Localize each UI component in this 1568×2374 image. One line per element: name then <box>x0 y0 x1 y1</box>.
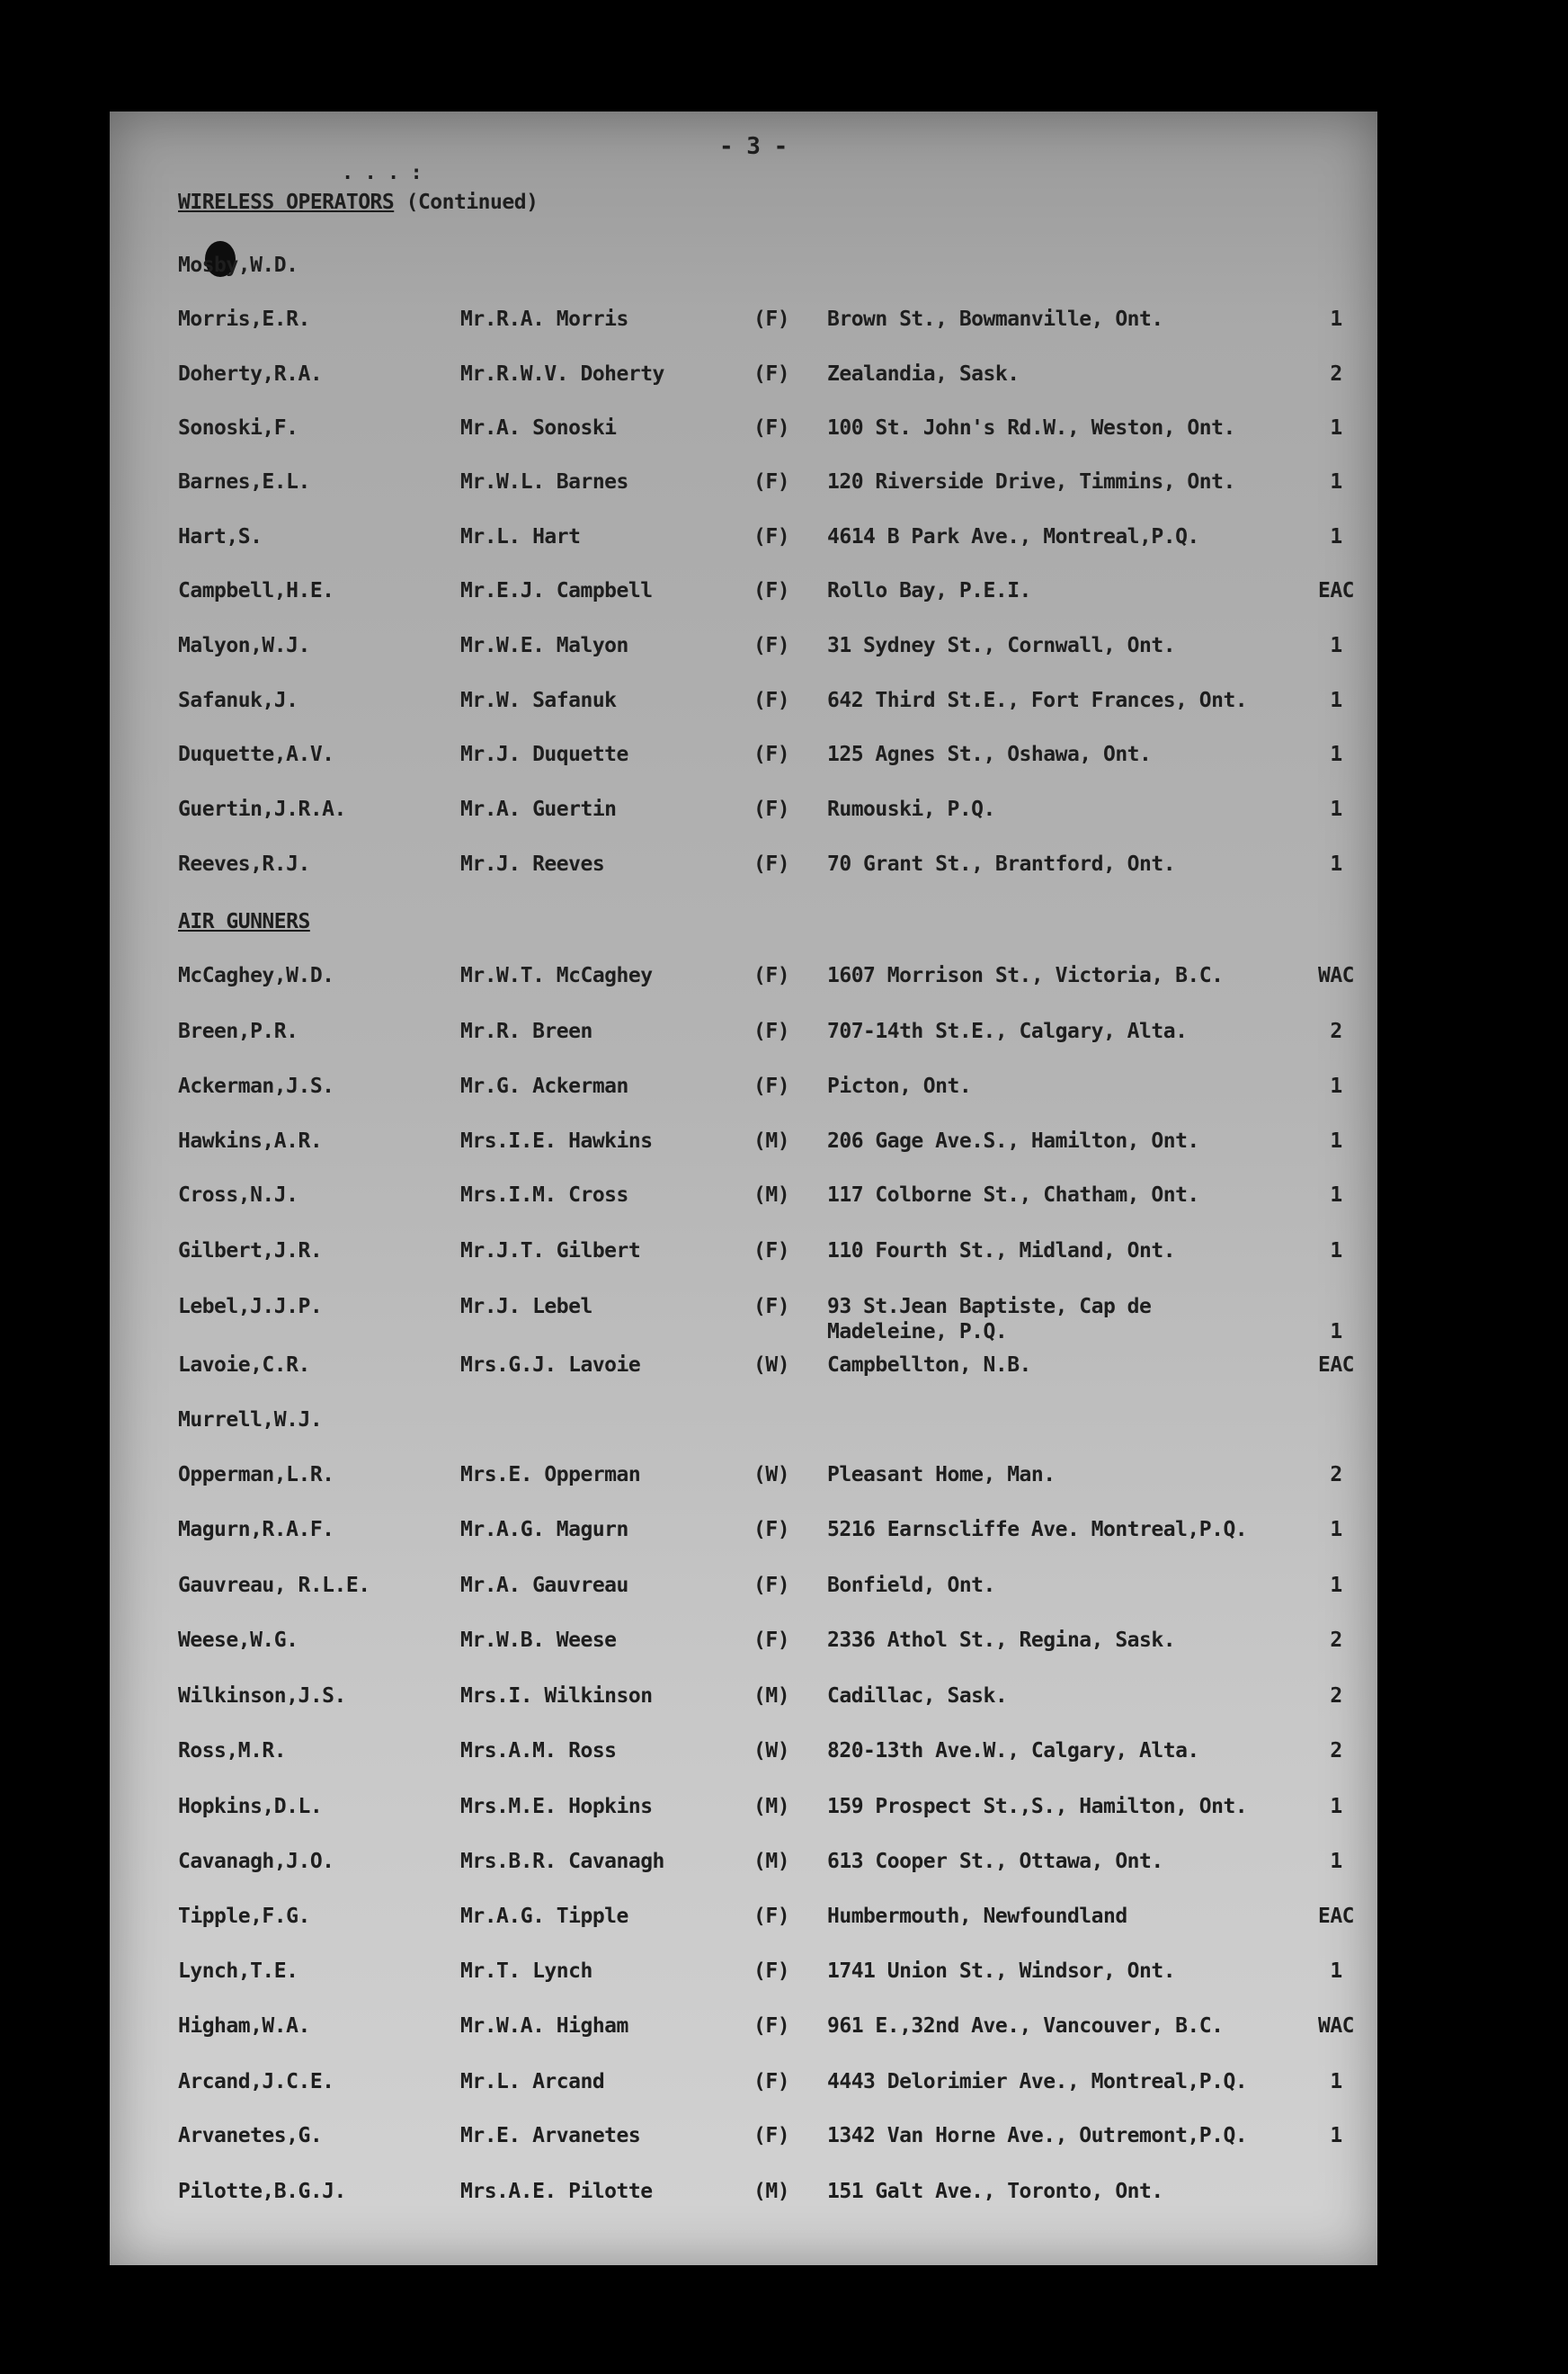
status-code: 1 <box>1330 1320 1342 1343</box>
relationship: (F) <box>753 1629 790 1652</box>
airman-name: Wilkinson,J.S. <box>178 1684 346 1708</box>
relationship: (F) <box>753 1295 790 1318</box>
status-code: 1 <box>1330 743 1342 766</box>
list-item <box>178 416 1365 452</box>
list-item <box>178 2070 1365 2106</box>
next-of-kin: Mr.G. Ackerman <box>460 1075 628 1098</box>
relationship: (M) <box>753 1850 790 1873</box>
list-item <box>178 1295 1365 1343</box>
status-code: EAC <box>1317 1905 1355 1928</box>
address: 159 Prospect St.,S., Hamilton, Ont. <box>827 1795 1248 1818</box>
relationship: (F) <box>753 1574 790 1597</box>
status-code: 1 <box>1330 416 1342 440</box>
airman-name: Mosby,W.D. <box>178 254 298 277</box>
list-item <box>178 2180 1365 2216</box>
next-of-kin: Mr.A.G. Tipple <box>460 1905 628 1928</box>
address: Cadillac, Sask. <box>827 1684 1008 1708</box>
list-item <box>178 1183 1365 1219</box>
status-code: 2 <box>1330 1463 1342 1486</box>
address: 707-14th St.E., Calgary, Alta. <box>827 1020 1188 1043</box>
address-line-2: Madeleine, P.Q. <box>827 1320 1008 1343</box>
status-code: 1 <box>1330 470 1342 494</box>
airman-name: Duquette,A.V. <box>178 743 334 766</box>
address: 642 Third St.E., Fort Frances, Ont. <box>827 689 1248 712</box>
airman-name: Lebel,J.J.P. <box>178 1295 323 1318</box>
next-of-kin: Mr.W.L. Barnes <box>460 470 628 494</box>
address: 151 Galt Ave., Toronto, Ont. <box>827 2180 1163 2203</box>
next-of-kin: Mr.L. Arcand <box>460 2070 605 2093</box>
next-of-kin: Mr.A.G. Magurn <box>460 1518 628 1541</box>
list-item <box>178 2124 1365 2160</box>
relationship: (M) <box>753 1684 790 1708</box>
status-code: 1 <box>1330 1574 1342 1597</box>
status-code: EAC <box>1317 1353 1355 1377</box>
next-of-kin: Mrs.I.E. Hawkins <box>460 1129 653 1153</box>
next-of-kin: Mrs.A.E. Pilotte <box>460 2180 653 2203</box>
status-code: 1 <box>1330 308 1342 331</box>
airman-name: Opperman,L.R. <box>178 1463 334 1486</box>
relationship: (W) <box>753 1463 790 1486</box>
airman-name: Gauvreau, R.L.E. <box>178 1574 370 1597</box>
section-title: WIRELESS OPERATORS <box>178 191 395 214</box>
list-item <box>178 254 1365 290</box>
relationship: (F) <box>753 1905 790 1928</box>
address: 1741 Union St., Windsor, Ont. <box>827 1959 1176 1983</box>
airman-name: Magurn,R.A.F. <box>178 1518 334 1541</box>
address: 613 Cooper St., Ottawa, Ont. <box>827 1850 1163 1873</box>
list-item <box>178 1408 1365 1444</box>
address: 93 St.Jean Baptiste, Cap de <box>827 1295 1152 1318</box>
status-code: 1 <box>1330 1959 1342 1983</box>
relationship: (F) <box>753 308 790 331</box>
airman-name: Campbell,H.E. <box>178 579 334 602</box>
airman-name: Ackerman,J.S. <box>178 1075 334 1098</box>
address: 206 Gage Ave.S., Hamilton, Ont. <box>827 1129 1199 1153</box>
top-marks: . . . : <box>342 162 423 184</box>
list-item <box>178 1850 1365 1886</box>
next-of-kin: Mr.R.A. Morris <box>460 308 628 331</box>
next-of-kin: Mr.R. Breen <box>460 1020 592 1043</box>
relationship: (F) <box>753 1518 790 1541</box>
list-item <box>178 1075 1365 1111</box>
list-item <box>178 1020 1365 1056</box>
next-of-kin: Mr.A. Guertin <box>460 798 617 821</box>
next-of-kin: Mrs.G.J. Lavoie <box>460 1353 641 1377</box>
status-code: 1 <box>1330 2070 1342 2093</box>
status-code: WAC <box>1317 964 1355 987</box>
next-of-kin: Mr.J. Reeves <box>460 852 605 876</box>
next-of-kin: Mr.W. Safanuk <box>460 689 617 712</box>
address: Bonfield, Ont. <box>827 1574 995 1597</box>
status-code: 1 <box>1330 798 1342 821</box>
address: 120 Riverside Drive, Timmins, Ont. <box>827 470 1235 494</box>
list-item <box>178 689 1365 725</box>
next-of-kin: Mr.R.W.V. Doherty <box>460 362 664 386</box>
relationship: (M) <box>753 1183 790 1207</box>
relationship: (F) <box>753 689 790 712</box>
address: 820-13th Ave.W., Calgary, Alta. <box>827 1739 1199 1763</box>
address: 961 E.,32nd Ave., Vancouver, B.C. <box>827 2014 1224 2038</box>
airman-name: Barnes,E.L. <box>178 470 310 494</box>
address: 70 Grant St., Brantford, Ont. <box>827 852 1176 876</box>
list-item <box>178 525 1365 561</box>
airman-name: Breen,P.R. <box>178 1020 298 1043</box>
status-code: 1 <box>1330 2124 1342 2147</box>
next-of-kin: Mr.W.T. McCaghey <box>460 964 653 987</box>
list-item <box>178 1463 1365 1499</box>
address: 100 St. John's Rd.W., Weston, Ont. <box>827 416 1235 440</box>
list-item <box>178 2014 1365 2050</box>
next-of-kin: Mrs.A.M. Ross <box>460 1739 617 1763</box>
relationship: (M) <box>753 2180 790 2203</box>
list-item <box>178 798 1365 834</box>
list-item <box>178 1129 1365 1165</box>
next-of-kin: Mr.W.E. Malyon <box>460 634 628 657</box>
status-code: WAC <box>1317 2014 1355 2038</box>
list-item <box>178 579 1365 615</box>
list-item <box>178 1239 1365 1275</box>
status-code: 1 <box>1330 852 1342 876</box>
list-item <box>178 308 1365 344</box>
list-item <box>178 1959 1365 1995</box>
next-of-kin: Mrs.B.R. Cavanagh <box>460 1850 664 1873</box>
airman-name: McCaghey,W.D. <box>178 964 334 987</box>
status-code: 2 <box>1330 1020 1342 1043</box>
relationship: (M) <box>753 1795 790 1818</box>
address: Pleasant Home, Man. <box>827 1463 1056 1486</box>
address: 117 Colborne St., Chatham, Ont. <box>827 1183 1199 1207</box>
list-item <box>178 964 1365 1000</box>
airman-name: Cavanagh,J.O. <box>178 1850 334 1873</box>
airman-name: Higham,W.A. <box>178 2014 310 2038</box>
airman-name: Malyon,W.J. <box>178 634 310 657</box>
status-code: 1 <box>1330 1850 1342 1873</box>
relationship: (F) <box>753 743 790 766</box>
status-code: 1 <box>1330 689 1342 712</box>
list-item <box>178 743 1365 779</box>
relationship: (F) <box>753 2124 790 2147</box>
list-item <box>178 1905 1365 1941</box>
address: 110 Fourth St., Midland, Ont. <box>827 1239 1176 1263</box>
status-code: 1 <box>1330 1518 1342 1541</box>
section-heading <box>178 191 538 214</box>
next-of-kin: Mr.A. Gauvreau <box>460 1574 628 1597</box>
airman-name: Weese,W.G. <box>178 1629 298 1652</box>
status-code: 1 <box>1330 1183 1342 1207</box>
list-item <box>178 852 1365 888</box>
relationship: (W) <box>753 1353 790 1377</box>
list-item <box>178 1629 1365 1664</box>
address: Humbermouth, Newfoundland <box>827 1905 1127 1928</box>
airman-name: Sonoski,F. <box>178 416 298 440</box>
airman-name: Safanuk,J. <box>178 689 298 712</box>
status-code: 2 <box>1330 1739 1342 1763</box>
next-of-kin: Mr.W.B. Weese <box>460 1629 617 1652</box>
relationship: (F) <box>753 2014 790 2038</box>
relationship: (F) <box>753 579 790 602</box>
airman-name: Hart,S. <box>178 525 263 549</box>
relationship: (F) <box>753 1959 790 1983</box>
list-item <box>178 1353 1365 1389</box>
airman-name: Tipple,F.G. <box>178 1905 310 1928</box>
address: 5216 Earnscliffe Ave. Montreal,P.Q. <box>827 1518 1248 1541</box>
airman-name: Ross,M.R. <box>178 1739 287 1763</box>
next-of-kin: Mr.J. Duquette <box>460 743 628 766</box>
next-of-kin: Mrs.E. Opperman <box>460 1463 641 1486</box>
list-item <box>178 1518 1365 1554</box>
section-title: AIR GUNNERS <box>178 910 310 933</box>
airman-name: Hopkins,D.L. <box>178 1795 323 1818</box>
page-number: - 3 - <box>719 133 788 160</box>
relationship: (F) <box>753 1020 790 1043</box>
relationship: (F) <box>753 416 790 440</box>
next-of-kin: Mr.E.J. Campbell <box>460 579 653 602</box>
next-of-kin: Mr.E. Arvanetes <box>460 2124 641 2147</box>
status-code: 1 <box>1330 1239 1342 1263</box>
relationship: (F) <box>753 634 790 657</box>
list-item <box>178 470 1365 506</box>
next-of-kin: Mrs.I. Wilkinson <box>460 1684 653 1708</box>
status-code: 2 <box>1330 1684 1342 1708</box>
status-code: 1 <box>1330 1795 1342 1818</box>
address: 31 Sydney St., Cornwall, Ont. <box>827 634 1176 657</box>
address: 4443 Delorimier Ave., Montreal,P.Q. <box>827 2070 1248 2093</box>
airman-name: Murrell,W.J. <box>178 1408 323 1432</box>
list-item <box>178 362 1365 398</box>
next-of-kin: Mr.T. Lynch <box>460 1959 592 1983</box>
airman-name: Arvanetes,G. <box>178 2124 323 2147</box>
next-of-kin: Mrs.M.E. Hopkins <box>460 1795 653 1818</box>
list-item <box>178 1574 1365 1610</box>
address: Picton, Ont. <box>827 1075 972 1098</box>
status-code: 1 <box>1330 1075 1342 1098</box>
address: Rumouski, P.Q. <box>827 798 995 821</box>
relationship: (F) <box>753 470 790 494</box>
airman-name: Cross,N.J. <box>178 1183 298 1207</box>
address: 2336 Athol St., Regina, Sask. <box>827 1629 1176 1652</box>
address: 4614 B Park Ave., Montreal,P.Q. <box>827 525 1199 549</box>
status-code: EAC <box>1317 579 1355 602</box>
address: 125 Agnes St., Oshawa, Ont. <box>827 743 1152 766</box>
next-of-kin: Mr.J.T. Gilbert <box>460 1239 641 1263</box>
airman-name: Gilbert,J.R. <box>178 1239 323 1263</box>
relationship: (F) <box>753 362 790 386</box>
relationship: (F) <box>753 798 790 821</box>
relationship: (F) <box>753 852 790 876</box>
section-suffix: (Continued) <box>394 191 539 214</box>
next-of-kin: Mr.A. Sonoski <box>460 416 617 440</box>
airman-name: Lavoie,C.R. <box>178 1353 310 1377</box>
relationship: (W) <box>753 1739 790 1763</box>
airman-name: Lynch,T.E. <box>178 1959 298 1983</box>
relationship: (F) <box>753 964 790 987</box>
relationship: (F) <box>753 525 790 549</box>
airman-name: Reeves,R.J. <box>178 852 310 876</box>
address: Campbellton, N.B. <box>827 1353 1031 1377</box>
next-of-kin: Mrs.I.M. Cross <box>460 1183 628 1207</box>
airman-name: Morris,E.R. <box>178 308 310 331</box>
airman-name: Hawkins,A.R. <box>178 1129 323 1153</box>
relationship: (F) <box>753 1075 790 1098</box>
list-item <box>178 1795 1365 1831</box>
next-of-kin: Mr.J. Lebel <box>460 1295 592 1318</box>
status-code: 1 <box>1330 1129 1342 1153</box>
status-code: 2 <box>1330 1629 1342 1652</box>
status-code: 1 <box>1330 634 1342 657</box>
relationship: (M) <box>753 1129 790 1153</box>
airman-name: Arcand,J.C.E. <box>178 2070 334 2093</box>
status-code: 2 <box>1330 362 1342 386</box>
list-item <box>178 1739 1365 1775</box>
status-code: 1 <box>1330 525 1342 549</box>
address: Brown St., Bowmanville, Ont. <box>827 308 1163 331</box>
section-heading <box>178 910 310 933</box>
relationship: (F) <box>753 2070 790 2093</box>
next-of-kin: Mr.W.A. Higham <box>460 2014 628 2038</box>
airman-name: Guertin,J.R.A. <box>178 798 346 821</box>
airman-name: Pilotte,B.G.J. <box>178 2180 346 2203</box>
relationship: (F) <box>753 1239 790 1263</box>
address: 1607 Morrison St., Victoria, B.C. <box>827 964 1224 987</box>
address: Rollo Bay, P.E.I. <box>827 579 1031 602</box>
address: Zealandia, Sask. <box>827 362 1020 386</box>
list-item <box>178 1684 1365 1720</box>
address: 1342 Van Horne Ave., Outremont,P.Q. <box>827 2124 1248 2147</box>
next-of-kin: Mr.L. Hart <box>460 525 581 549</box>
airman-name: Doherty,R.A. <box>178 362 323 386</box>
list-item <box>178 634 1365 670</box>
